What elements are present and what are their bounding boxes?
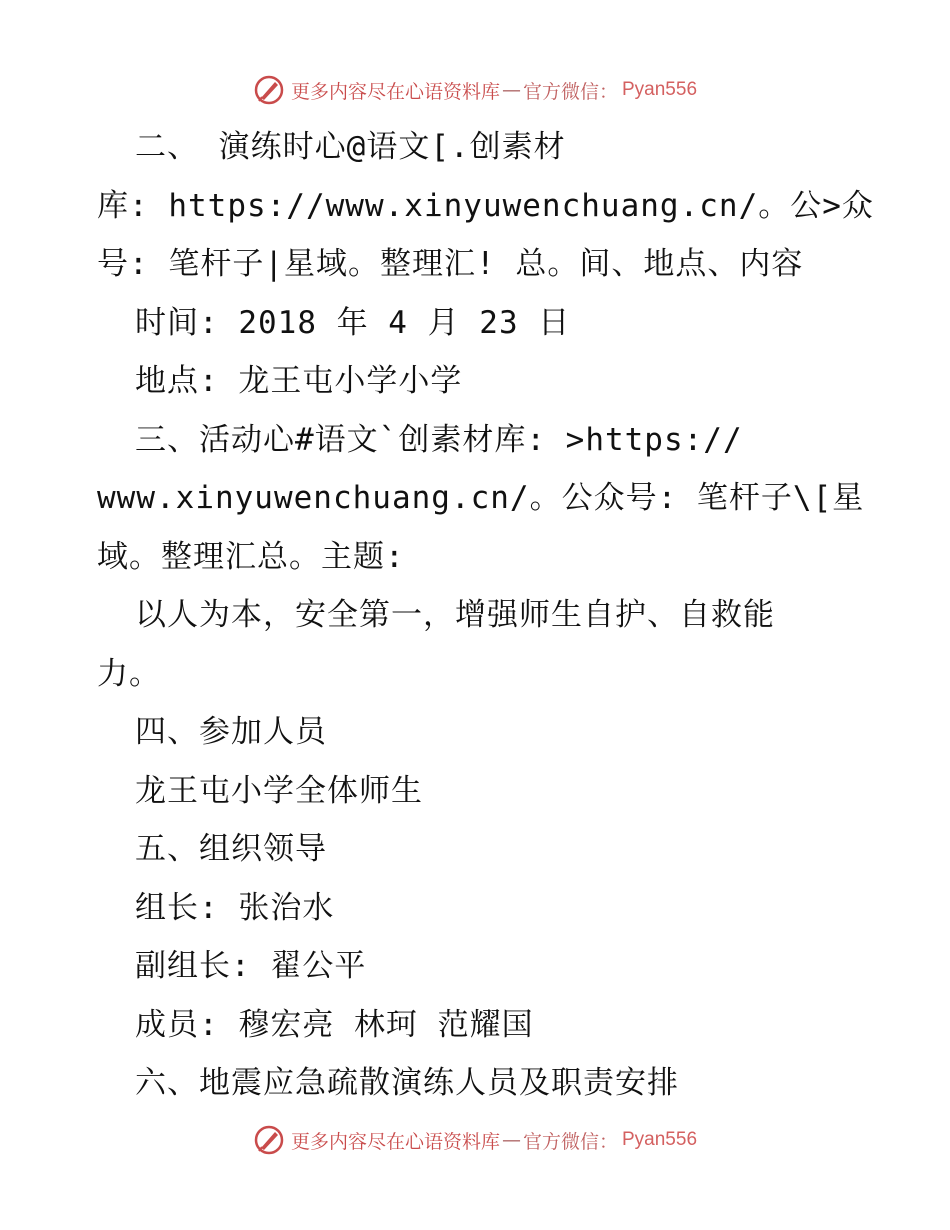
text-line: 组长: 张治水 — [135, 889, 335, 926]
banner-wechat-id: Pyan556 — [622, 1129, 698, 1150]
text-line: 六、地震应急疏散演练人员及职责安排 — [135, 1065, 679, 1101]
text-line: 副组长: 翟公平 — [135, 948, 367, 984]
banner-dash: — — [501, 79, 521, 101]
banner-dash: — — [501, 1129, 521, 1151]
text-line: 龙王屯小学全体师生 — [135, 772, 423, 809]
text-line: 域。整理汇总。主题: — [97, 538, 405, 575]
text-line: 二、 演练时心@语文[.创素材 — [135, 129, 566, 165]
text-line: 库: https://www.xinyuwenchuang.cn/。公>众 — [97, 187, 874, 224]
text-line: 地点: 龙王屯小学小学 — [135, 363, 463, 399]
text-line: 成员: 穆宏亮 林珂 范耀国 — [135, 1006, 534, 1043]
banner-main-text: 更多内容尽在心语资料库 — [290, 80, 500, 103]
quill-logo-icon — [253, 1124, 285, 1156]
footer-watermark-banner — [0, 1120, 950, 1160]
text-line: 号: 笔杆子|星域。整理汇! 总。间、地点、内容 — [97, 246, 804, 282]
banner-label: 官方微信： — [522, 80, 618, 103]
document-body — [97, 118, 874, 1113]
text-line: 五、组织领导 — [135, 831, 327, 867]
quill-logo-icon — [253, 74, 285, 106]
header-watermark-banner — [0, 70, 950, 110]
text-line: 以人为本，安全第一，增强师生自护、自救能 — [135, 597, 775, 633]
text-line: 力。 — [97, 655, 161, 692]
banner-label: 官方微信： — [522, 1130, 618, 1153]
text-line: 四、参加人员 — [135, 714, 327, 750]
banner-main-text: 更多内容尽在心语资料库 — [290, 1130, 500, 1153]
text-line: www.xinyuwenchuang.cn/。公众号: 笔杆子\[星 — [97, 480, 865, 516]
banner-wechat-id: Pyan556 — [622, 79, 698, 100]
text-line: 时间: 2018 年 4 月 23 日 — [135, 304, 571, 341]
text-line: 三、活动心#语文`创素材库: >https:// — [135, 421, 743, 458]
